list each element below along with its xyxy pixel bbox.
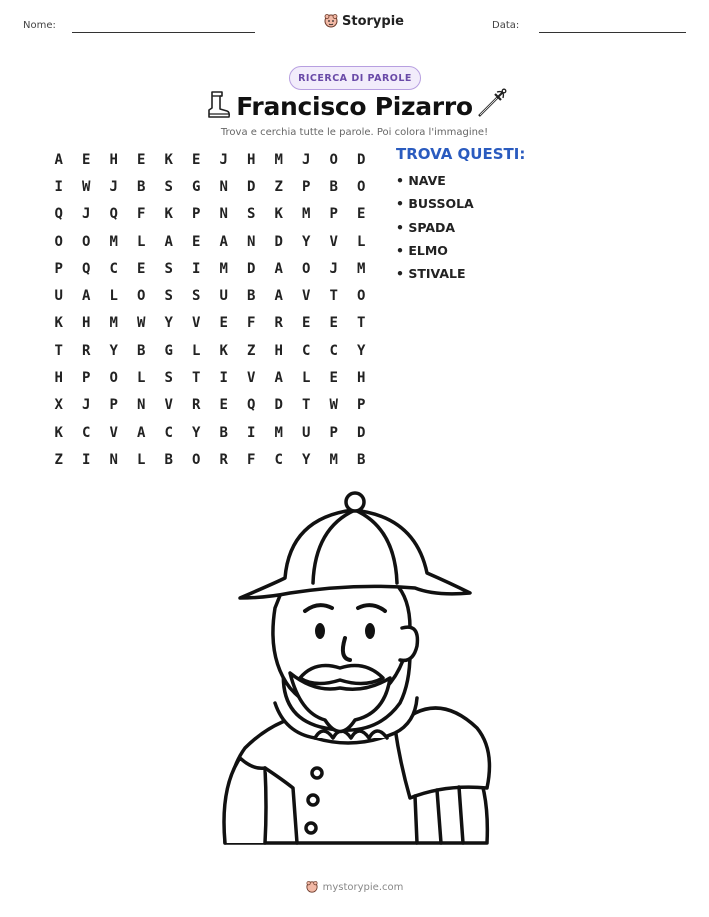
grid-letter[interactable]: P	[329, 206, 338, 223]
grid-letter[interactable]: X	[54, 397, 63, 414]
grid-letter[interactable]: P	[302, 178, 311, 195]
grid-letter[interactable]: A	[137, 424, 146, 441]
grid-letter[interactable]: O	[192, 451, 201, 468]
grid-letter[interactable]: E	[219, 315, 228, 332]
grid-letter[interactable]: C	[274, 451, 283, 468]
name-label: Nome:	[23, 20, 56, 31]
date-label: Data:	[492, 20, 520, 31]
grid-letter[interactable]: D	[357, 151, 366, 168]
grid-letter[interactable]: C	[109, 260, 118, 277]
grid-letter[interactable]: Y	[192, 424, 201, 441]
grid-letter[interactable]: Q	[54, 206, 63, 223]
grid-letter[interactable]: E	[192, 233, 201, 250]
grid-letter[interactable]: K	[164, 206, 173, 223]
grid-letter[interactable]: U	[219, 288, 228, 305]
grid-letter[interactable]: E	[137, 260, 146, 277]
grid-letter[interactable]: M	[329, 451, 338, 468]
grid-letter[interactable]: Q	[82, 260, 91, 277]
grid-letter[interactable]: F	[137, 206, 146, 223]
grid-letter[interactable]: N	[247, 233, 256, 250]
grid-row	[45, 228, 375, 255]
word-list	[396, 172, 474, 288]
grid-letter[interactable]: A	[274, 288, 283, 305]
grid-letter[interactable]: V	[192, 315, 201, 332]
grid-letter[interactable]: P	[192, 206, 201, 223]
storypie-mascot-icon	[324, 13, 338, 29]
grid-letter[interactable]: R	[192, 397, 201, 414]
grid-letter[interactable]: L	[137, 370, 146, 387]
grid-letter[interactable]: E	[82, 151, 91, 168]
grid-letter[interactable]: L	[137, 451, 146, 468]
word-item: • STIVALE	[396, 266, 466, 282]
grid-letter[interactable]: M	[274, 424, 283, 441]
grid-letter[interactable]: P	[109, 397, 118, 414]
grid-letter[interactable]: C	[329, 342, 338, 359]
grid-letter[interactable]: N	[137, 397, 146, 414]
grid-letter[interactable]: V	[109, 424, 118, 441]
grid-letter[interactable]: E	[357, 206, 366, 223]
grid-letter[interactable]: E	[329, 370, 338, 387]
grid-letter[interactable]: H	[247, 151, 256, 168]
grid-letter[interactable]: K	[54, 315, 63, 332]
grid-letter[interactable]: B	[219, 424, 228, 441]
grid-letter[interactable]: J	[109, 178, 118, 195]
grid-letter[interactable]: Q	[109, 206, 118, 223]
conquistador-coloring-illustration[interactable]	[205, 488, 505, 858]
sword-icon	[475, 88, 507, 120]
grid-letter[interactable]: W	[329, 397, 338, 414]
grid-letter[interactable]: M	[109, 233, 118, 250]
grid-letter[interactable]: T	[54, 342, 63, 359]
grid-letter[interactable]: A	[274, 260, 283, 277]
grid-letter[interactable]: Z	[247, 342, 256, 359]
grid-letter[interactable]: O	[302, 260, 311, 277]
grid-letter[interactable]: Q	[247, 397, 256, 414]
grid-letter[interactable]: S	[192, 288, 201, 305]
footer	[0, 880, 709, 894]
grid-letter[interactable]: D	[274, 233, 283, 250]
grid-letter[interactable]: B	[137, 178, 146, 195]
grid-letter[interactable]: T	[192, 370, 201, 387]
grid-letter[interactable]: J	[329, 260, 338, 277]
grid-letter[interactable]: N	[109, 451, 118, 468]
grid-letter[interactable]: I	[192, 260, 201, 277]
grid-letter[interactable]: H	[357, 370, 366, 387]
grid-letter[interactable]: E	[302, 315, 311, 332]
grid-row	[45, 310, 375, 337]
grid-letter[interactable]: E	[329, 315, 338, 332]
grid-letter[interactable]: B	[164, 451, 173, 468]
grid-letter[interactable]: A	[219, 233, 228, 250]
grid-letter[interactable]: R	[82, 342, 91, 359]
grid-letter[interactable]: G	[192, 178, 201, 195]
activity-badge: RICERCA DI PAROLE	[289, 66, 421, 90]
grid-row	[45, 392, 375, 419]
word-item: • BUSSOLA	[396, 196, 474, 212]
grid-letter[interactable]: A	[164, 233, 173, 250]
grid-letter[interactable]: D	[274, 397, 283, 414]
grid-letter[interactable]: H	[54, 370, 63, 387]
grid-letter[interactable]: T	[357, 315, 366, 332]
grid-letter[interactable]: P	[82, 370, 91, 387]
grid-letter[interactable]: M	[274, 151, 283, 168]
grid-letter[interactable]: Y	[109, 342, 118, 359]
grid-letter[interactable]: S	[164, 370, 173, 387]
grid-letter[interactable]: D	[247, 260, 256, 277]
grid-row	[45, 419, 375, 446]
grid-letter[interactable]: I	[54, 178, 63, 195]
grid-letter[interactable]: P	[357, 397, 366, 414]
date-field-line[interactable]	[539, 32, 686, 33]
grid-row	[45, 201, 375, 228]
grid-letter[interactable]: C	[302, 342, 311, 359]
grid-letter[interactable]: L	[192, 342, 201, 359]
grid-letter[interactable]: M	[219, 260, 228, 277]
storypie-mascot-icon	[306, 880, 318, 894]
word-item: • SPADA	[396, 219, 456, 235]
grid-letter[interactable]: H	[274, 342, 283, 359]
word-item: • NAVE	[396, 173, 446, 188]
grid-row	[45, 446, 375, 473]
grid-letter[interactable]: B	[329, 178, 338, 195]
grid-letter[interactable]: S	[164, 260, 173, 277]
word-search-grid[interactable]	[45, 146, 375, 474]
grid-letter[interactable]: P	[54, 260, 63, 277]
grid-letter[interactable]: J	[302, 151, 311, 168]
page-title: Francisco Pizarro	[236, 92, 473, 121]
grid-letter[interactable]: W	[137, 315, 146, 332]
grid-letter[interactable]: C	[164, 424, 173, 441]
grid-letter[interactable]: L	[137, 233, 146, 250]
grid-letter[interactable]: K	[164, 151, 173, 168]
grid-letter[interactable]: J	[82, 206, 91, 223]
grid-letter[interactable]: J	[82, 397, 91, 414]
grid-letter[interactable]: K	[54, 424, 63, 441]
grid-row	[45, 173, 375, 200]
brand-logo	[324, 13, 404, 29]
grid-letter[interactable]: V	[247, 370, 256, 387]
grid-letter[interactable]: B	[137, 342, 146, 359]
grid-letter[interactable]: T	[329, 288, 338, 305]
grid-letter[interactable]: U	[54, 288, 63, 305]
grid-letter[interactable]: H	[109, 151, 118, 168]
grid-letter[interactable]: E	[192, 151, 201, 168]
grid-letter[interactable]: O	[329, 151, 338, 168]
grid-letter[interactable]: Y	[357, 342, 366, 359]
grid-letter[interactable]: N	[219, 206, 228, 223]
brand-name: Storypie	[342, 13, 404, 29]
grid-letter[interactable]: D	[247, 178, 256, 195]
grid-letter[interactable]: Z	[274, 178, 283, 195]
grid-letter[interactable]: S	[247, 206, 256, 223]
grid-letter[interactable]: V	[164, 397, 173, 414]
grid-letter[interactable]: B	[247, 288, 256, 305]
grid-letter[interactable]: O	[357, 288, 366, 305]
grid-letter[interactable]: W	[82, 178, 91, 195]
grid-letter[interactable]: M	[109, 315, 118, 332]
word-list-title: TROVA QUESTI:	[396, 145, 526, 163]
grid-letter[interactable]: A	[82, 288, 91, 305]
grid-row	[45, 255, 375, 282]
grid-letter[interactable]: F	[247, 451, 256, 468]
grid-letter[interactable]: O	[137, 288, 146, 305]
grid-letter[interactable]: Y	[302, 233, 311, 250]
grid-letter[interactable]: M	[357, 260, 366, 277]
grid-row	[45, 146, 375, 173]
grid-letter[interactable]: C	[82, 424, 91, 441]
grid-letter[interactable]: O	[54, 233, 63, 250]
grid-letter[interactable]: M	[302, 206, 311, 223]
grid-letter[interactable]: K	[274, 206, 283, 223]
grid-letter[interactable]: V	[329, 233, 338, 250]
grid-letter[interactable]: K	[219, 342, 228, 359]
grid-letter[interactable]: I	[82, 451, 91, 468]
grid-letter[interactable]: P	[329, 424, 338, 441]
grid-letter[interactable]: A	[274, 370, 283, 387]
grid-letter[interactable]: Y	[302, 451, 311, 468]
grid-row	[45, 337, 375, 364]
grid-letter[interactable]: L	[357, 233, 366, 250]
grid-letter[interactable]: O	[109, 370, 118, 387]
grid-letter[interactable]: O	[357, 178, 366, 195]
grid-row	[45, 364, 375, 391]
grid-letter[interactable]: O	[82, 233, 91, 250]
grid-letter[interactable]: L	[302, 370, 311, 387]
grid-letter[interactable]: E	[137, 151, 146, 168]
grid-letter[interactable]: Z	[54, 451, 63, 468]
footer-url[interactable]: mystorypie.com	[322, 881, 404, 893]
grid-letter[interactable]: R	[274, 315, 283, 332]
name-field-line[interactable]	[72, 32, 255, 33]
grid-letter[interactable]: J	[219, 151, 228, 168]
grid-letter[interactable]: A	[54, 151, 63, 168]
grid-letter[interactable]: T	[302, 397, 311, 414]
grid-letter[interactable]: S	[164, 178, 173, 195]
word-item: • ELMO	[396, 242, 448, 258]
grid-letter[interactable]: L	[109, 288, 118, 305]
grid-letter[interactable]: Y	[164, 315, 173, 332]
grid-row	[45, 282, 375, 309]
grid-letter[interactable]: U	[302, 424, 311, 441]
grid-letter[interactable]: E	[219, 397, 228, 414]
grid-letter[interactable]: B	[357, 451, 366, 468]
grid-letter[interactable]: D	[357, 424, 366, 441]
grid-letter[interactable]: F	[247, 315, 256, 332]
instructions: Trova e cerchia tutte le parole. Poi colora l'immagine!	[220, 127, 489, 138]
grid-letter[interactable]: V	[302, 288, 311, 305]
grid-letter[interactable]: N	[219, 178, 228, 195]
grid-letter[interactable]: I	[247, 424, 256, 441]
grid-letter[interactable]: H	[82, 315, 91, 332]
grid-letter[interactable]: I	[219, 370, 228, 387]
grid-letter[interactable]: R	[219, 451, 228, 468]
grid-letter[interactable]: G	[164, 342, 173, 359]
grid-letter[interactable]: S	[164, 288, 173, 305]
